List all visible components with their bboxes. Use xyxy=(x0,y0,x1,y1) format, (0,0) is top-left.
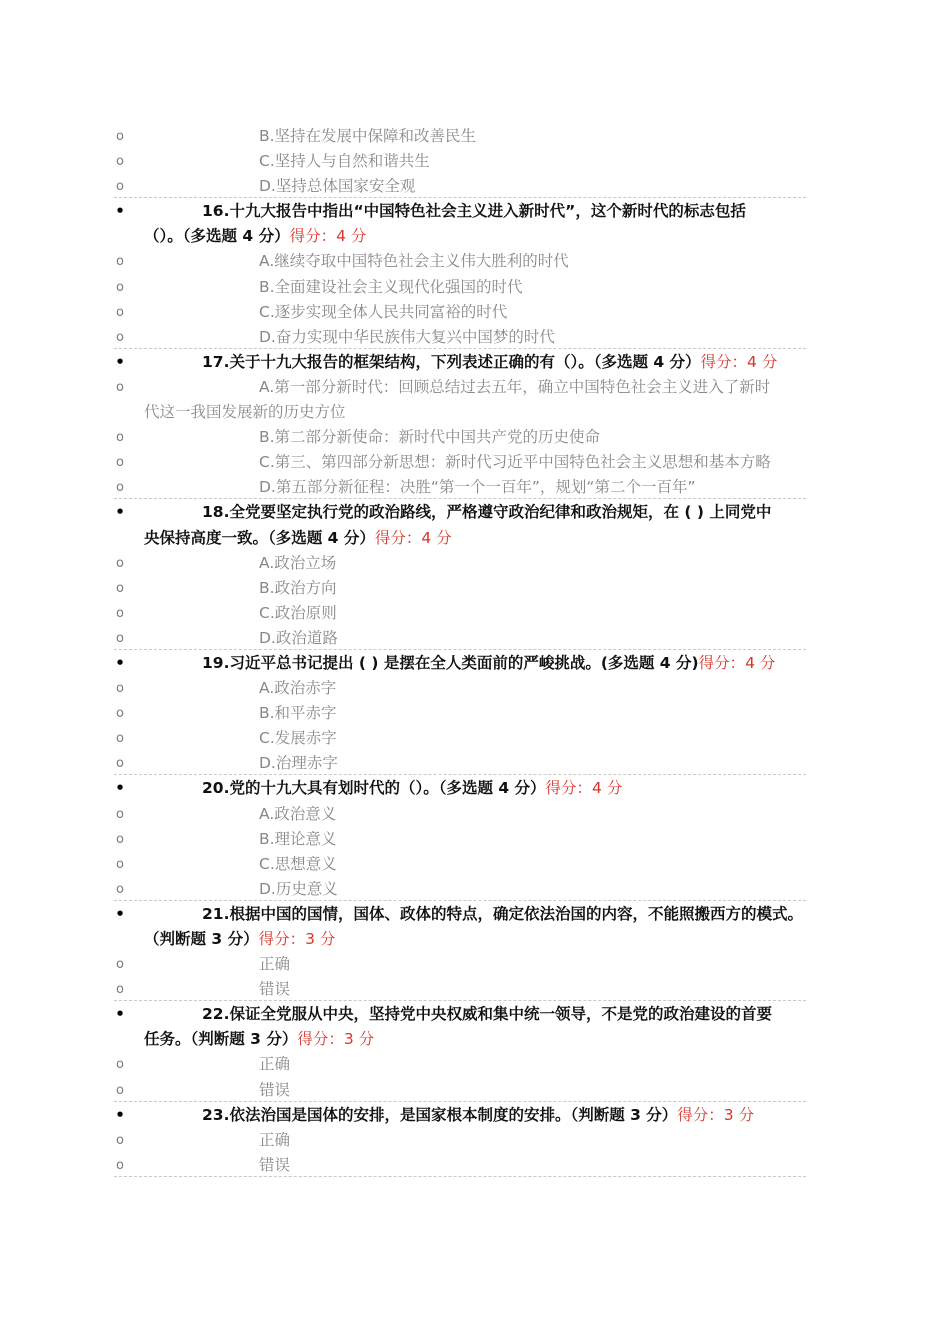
option-label[interactable]: A.政治赤字 xyxy=(259,679,337,698)
option-label[interactable]: D.第五部分新征程：决胜“第一个一百年”，规划“第二个一百年” xyxy=(259,478,696,497)
score-label: 得分：4 分 xyxy=(698,653,776,672)
option-bullet-icon: o xyxy=(116,856,124,872)
question-bullet-icon: • xyxy=(115,352,125,371)
question-stem: 19.习近平总书记提出 ( ) 是摆在全人类面前的严峻挑战。(多选题 4 分) xyxy=(202,653,699,672)
option-label-cont: 代这一我国发展新的历史方位 xyxy=(144,403,346,422)
question-stem-cont: （判断题 3 分） xyxy=(144,930,259,948)
option-label[interactable]: D.奋力实现中华民族伟大复兴中国梦的时代 xyxy=(259,327,555,346)
question-stem-cont: 任务。（判断题 3 分） xyxy=(144,1030,298,1049)
option-label[interactable]: 正确 xyxy=(259,1130,291,1149)
score-label: 得分：3 分 xyxy=(258,930,336,948)
option-bullet-icon: o xyxy=(116,129,124,144)
question-text xyxy=(202,1002,772,1027)
question-bullet-icon: • xyxy=(115,503,125,522)
score-label: 得分：3 分 xyxy=(677,1105,755,1124)
option-item[interactable] xyxy=(0,626,950,651)
option-bullet-icon: o xyxy=(116,957,124,973)
option-item[interactable] xyxy=(0,174,950,199)
question-continuation xyxy=(0,224,950,249)
option-item[interactable] xyxy=(0,852,950,877)
option-label[interactable]: 错误 xyxy=(259,1080,291,1099)
option-bullet-icon: o xyxy=(116,630,124,646)
option-item[interactable] xyxy=(0,425,950,450)
question-stem: 18.全党要坚定执行党的政治路线，严格遵守政治纪律和政治规矩，在 ( ) 上同党中 xyxy=(202,503,772,522)
option-item[interactable] xyxy=(0,475,950,500)
question-item xyxy=(0,1002,950,1027)
option-bullet-icon: o xyxy=(116,555,124,571)
question-bullet-icon: • xyxy=(115,904,125,923)
option-label[interactable]: B.政治方向 xyxy=(259,578,337,597)
question-text-cont xyxy=(144,1027,374,1052)
score-label: 得分：4 分 xyxy=(700,352,778,371)
option-item[interactable] xyxy=(0,1078,950,1103)
option-bullet-icon: o xyxy=(116,304,124,320)
question-bullet-icon: • xyxy=(115,202,125,221)
option-label[interactable]: C.政治原则 xyxy=(259,603,337,622)
option-label[interactable]: D.历史意义 xyxy=(259,879,338,898)
option-bullet-icon: o xyxy=(116,1082,124,1098)
option-item[interactable] xyxy=(0,701,950,726)
option-label[interactable]: D.政治道路 xyxy=(259,628,338,647)
option-label[interactable]: B.第二部分新使命：新时代中国共产党的历史使命 xyxy=(259,428,601,447)
option-item[interactable] xyxy=(0,952,950,977)
question-stem: 20.党的十九大具有划时代的（）。（多选题 4 分） xyxy=(202,779,546,798)
question-bullet-icon: • xyxy=(115,653,125,672)
question-text xyxy=(202,902,803,927)
question-stem: 16.十九大报告中指出“中国特色社会主义进入新时代”，这个新时代的标志包括 xyxy=(202,202,746,221)
option-item[interactable] xyxy=(0,149,950,174)
option-bullet-icon: o xyxy=(116,480,124,496)
option-bullet-icon: o xyxy=(116,706,124,722)
question-text-cont xyxy=(144,526,452,551)
option-bullet-icon: o xyxy=(116,1057,124,1073)
option-label[interactable]: B.全面建设社会主义现代化强国的时代 xyxy=(259,277,523,296)
option-label[interactable]: A.政治立场 xyxy=(259,553,337,572)
question-stem: 23.依法治国是国体的安排，是国家根本制度的安排。（判断题 3 分） xyxy=(202,1105,678,1124)
option-bullet-icon: o xyxy=(116,681,124,697)
option-item[interactable] xyxy=(0,300,950,325)
score-label: 得分：3 分 xyxy=(297,1030,375,1049)
option-bullet-icon: o xyxy=(116,756,124,772)
option-bullet-icon: o xyxy=(116,881,124,897)
question-continuation xyxy=(0,526,950,551)
option-label[interactable]: A.第一部分新时代：回顾总结过去五年，确立中国特色社会主义进入了新时 xyxy=(259,377,771,396)
option-bullet-icon: o xyxy=(116,279,124,295)
option-item[interactable] xyxy=(0,375,950,400)
question-item xyxy=(0,199,950,224)
question-text xyxy=(202,1103,754,1128)
option-label[interactable]: D.坚持总体国家安全观 xyxy=(259,177,416,196)
option-item[interactable] xyxy=(0,551,950,576)
option-label[interactable]: 正确 xyxy=(259,1055,291,1074)
question-text-cont xyxy=(144,927,335,952)
question-item xyxy=(0,1103,950,1128)
question-text xyxy=(202,350,777,375)
option-item[interactable] xyxy=(0,1052,950,1077)
option-item[interactable] xyxy=(0,1153,950,1178)
question-bullet-icon: • xyxy=(115,1105,125,1124)
question-text xyxy=(202,651,775,676)
option-item[interactable] xyxy=(0,877,950,902)
question-item xyxy=(0,902,950,927)
option-item[interactable] xyxy=(0,726,950,751)
option-label[interactable]: B.坚持在发展中保障和改善民生 xyxy=(259,127,477,145)
option-label[interactable]: D.治理赤字 xyxy=(259,754,338,773)
option-bullet-icon: o xyxy=(116,329,124,345)
option-item[interactable] xyxy=(0,450,950,475)
option-item[interactable] xyxy=(0,977,950,1002)
option-label[interactable]: C.逐步实现全体人民共同富裕的时代 xyxy=(259,302,508,321)
option-bullet-icon: o xyxy=(116,179,124,195)
option-item[interactable] xyxy=(0,576,950,601)
question-item xyxy=(0,776,950,801)
score-label: 得分：4 分 xyxy=(374,528,452,547)
option-item[interactable] xyxy=(0,124,950,149)
option-label[interactable]: C.思想意义 xyxy=(259,854,337,873)
option-bullet-icon: o xyxy=(116,831,124,847)
option-bullet-icon: o xyxy=(116,1157,124,1173)
option-bullet-icon: o xyxy=(116,254,124,270)
option-item[interactable] xyxy=(0,751,950,776)
question-item xyxy=(0,350,950,375)
option-label[interactable]: A.继续夺取中国特色社会主义伟大胜利的时代 xyxy=(259,252,569,271)
question-text-cont xyxy=(144,224,366,249)
option-bullet-icon: o xyxy=(116,154,124,170)
option-item[interactable] xyxy=(0,325,950,350)
option-label[interactable]: C.坚持人与自然和谐共生 xyxy=(259,152,430,171)
option-label[interactable]: 正确 xyxy=(259,955,291,974)
question-stem-cont: （）。（多选题 4 分） xyxy=(144,227,290,246)
option-item[interactable] xyxy=(0,802,950,827)
question-stem: 22.保证全党服从中央，坚持党中央权威和集中统一领导，不是党的政治建设的首要 xyxy=(202,1005,772,1024)
option-bullet-icon: o xyxy=(116,806,124,822)
question-continuation xyxy=(0,927,950,952)
question-stem: 17.关于十九大报告的框架结构，下列表述正确的有（）。（多选题 4 分） xyxy=(202,352,701,371)
question-text xyxy=(202,199,746,224)
option-bullet-icon: o xyxy=(116,605,124,621)
question-continuation xyxy=(0,1027,950,1052)
option-label[interactable]: B.理论意义 xyxy=(259,829,337,848)
option-bullet-icon: o xyxy=(116,430,124,446)
question-bullet-icon: • xyxy=(115,779,125,798)
question-text xyxy=(202,776,622,801)
score-label: 得分：4 分 xyxy=(545,779,623,798)
option-bullet-icon: o xyxy=(116,379,124,395)
option-label[interactable]: C.第三、第四部分新思想：新时代习近平中国特色社会主义思想和基本方略 xyxy=(259,453,771,472)
option-bullet-icon: o xyxy=(116,580,124,596)
option-bullet-icon: o xyxy=(116,455,124,471)
score-label: 得分：4 分 xyxy=(289,227,367,246)
question-item xyxy=(0,500,950,525)
option-label[interactable]: A.政治意义 xyxy=(259,804,337,823)
option-bullet-icon: o xyxy=(116,731,124,747)
option-label[interactable]: B.和平赤字 xyxy=(259,704,337,723)
question-item xyxy=(0,651,950,676)
option-item[interactable] xyxy=(0,1128,950,1153)
option-item[interactable] xyxy=(0,827,950,852)
option-bullet-icon: o xyxy=(116,1132,124,1148)
option-continuation xyxy=(0,400,950,425)
option-item[interactable] xyxy=(0,275,950,300)
option-item[interactable] xyxy=(0,601,950,626)
question-text xyxy=(202,500,771,525)
option-label[interactable]: C.发展赤字 xyxy=(259,729,337,748)
option-item[interactable] xyxy=(0,676,950,701)
option-item[interactable] xyxy=(0,249,950,274)
question-stem: 21.根据中国的国情，国体、政体的特点，确定依法治国的内容，不能照搬西方的模式。 xyxy=(202,904,803,923)
option-label[interactable]: 错误 xyxy=(259,980,291,999)
question-stem-cont: 央保持高度一致。（多选题 4 分） xyxy=(144,528,375,547)
option-label[interactable]: 错误 xyxy=(259,1155,291,1174)
question-bullet-icon: • xyxy=(115,1005,125,1024)
quiz-document xyxy=(0,124,950,1178)
option-bullet-icon: o xyxy=(116,982,124,998)
